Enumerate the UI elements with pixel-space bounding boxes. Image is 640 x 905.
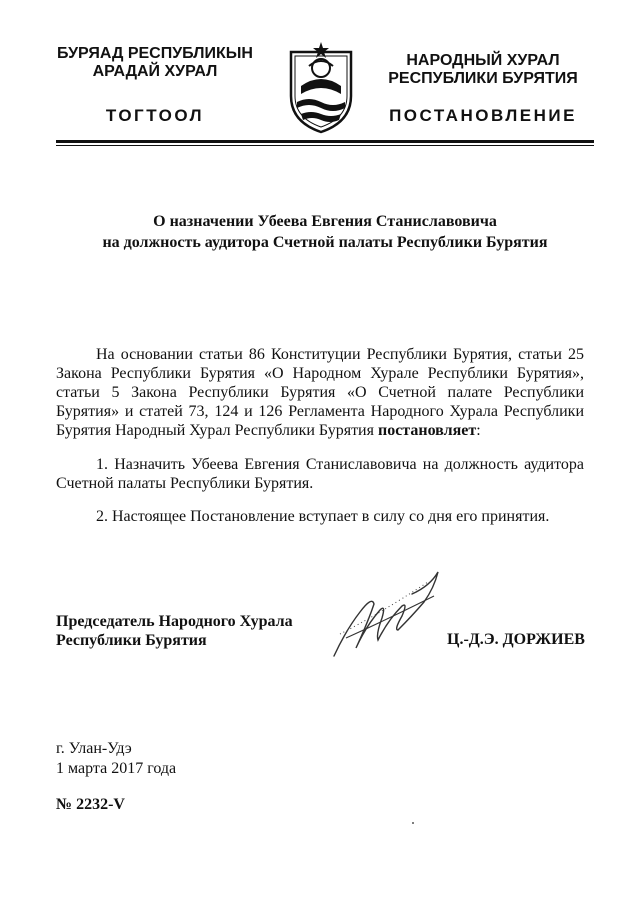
header-right-line2: РЕСПУБЛИКИ БУРЯТИЯ [388,70,578,87]
document-place-date [56,739,176,779]
body-paragraph-preamble [56,345,584,440]
header-divider-thick [56,140,594,143]
signatory-position-line2: Республики Бурятия [56,632,207,649]
header-left-line1: БУРЯАД РЕСПУБЛИКЫН [57,45,253,62]
header-divider-thin [56,145,594,146]
preamble-decides: постановляет [377,422,477,439]
preamble-end: : [476,422,481,439]
preamble-text: На основании статьи 86 Конституции Республики Бурятия, статьи 25 Закона Республики Бурятия «О Народном Хурале Республики Бурятия», статьи 5 Закона Республики Бурятия «О Счетной палате Республики Бурятия» и статей 73, 124 и 126 Регламента Народного Хурала Республики Бурятия Народный Хурал Республики Бурятия [56,346,584,439]
body-item-2: 2. Настоящее Постановление вступает в силу со дня его принятия. [96,508,550,525]
coat-of-arms-icon [283,38,359,134]
header-left-doc-type: ТОГТООЛ [105,106,205,125]
body-item-1: 1. Назначить Убеева Евгения Станиславовича на должность аудитора Счетной палаты Республики Бурятия. [56,456,584,492]
signatory-position [56,612,293,650]
document-title-line2: на должность аудитора Счетной палаты Республики Бурятия [102,234,548,251]
document-number: № 2232-V [56,796,125,813]
document-title-line1: О назначении Убеева Евгения Станиславовича [153,213,497,230]
document-city: г. Улан-Удэ [56,740,132,757]
signatory-name: Ц.-Д.Э. ДОРЖИЕВ [447,631,585,648]
handwritten-signature [316,560,446,670]
document-title [60,211,590,253]
header-left-line2: АРАДАЙ ХУРАЛ [92,63,218,80]
header-right-line1: НАРОДНЫЙ ХУРАЛ [406,52,560,69]
header-right-doc-type: ПОСТАНОВЛЕНИЕ [389,106,577,125]
header-right-title [374,52,592,88]
document-date: 1 марта 2017 года [56,760,177,777]
scan-speck [412,822,414,824]
header-left-title [40,45,270,81]
signatory-position-line1: Председатель Народного Хурала [56,613,293,630]
